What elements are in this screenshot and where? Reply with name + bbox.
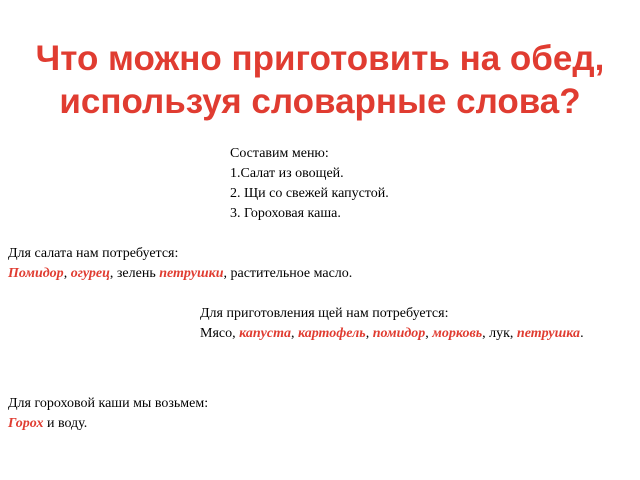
salad-heading: Для салата нам потребуется: [8, 246, 179, 261]
vocab-word-cabbage: капуста [239, 326, 291, 341]
vocab-word-tomato: Помидор [8, 266, 64, 281]
vocab-word-tomato: помидор [372, 326, 426, 341]
page-title-line-2: используя словарные слова? [59, 82, 581, 121]
vocab-word-potato: картофель [297, 326, 366, 341]
separator-text: , [425, 326, 433, 341]
ingredient-text: , растительное масло. [223, 266, 353, 281]
menu-item-porridge: 3. Гороховая каша. [230, 206, 341, 221]
separator-text: . [580, 326, 584, 341]
separator-text: , [63, 266, 71, 281]
ingredient-text: , зелень [109, 266, 160, 281]
separator-text: , [365, 326, 373, 341]
vocab-word-parsley: петрушки [159, 266, 224, 281]
shchi-ingredients [200, 324, 584, 344]
vocab-word-carrot: морковь [432, 326, 483, 341]
ingredient-text: и воду. [43, 416, 88, 431]
page-title-line-1: Что можно приготовить на обед, [35, 39, 605, 78]
vocab-word-peas: Горох [8, 416, 44, 431]
menu-item-salad: 1.Салат из овощей. [230, 166, 344, 181]
salad-ingredients [8, 264, 352, 284]
vocab-word-cucumber: огурец [70, 266, 110, 281]
salad-section [8, 244, 352, 284]
porridge-section [8, 394, 208, 434]
vocab-word-parsley: петрушка [516, 326, 581, 341]
shchi-section [200, 304, 584, 344]
separator-text: , [290, 326, 298, 341]
porridge-heading: Для гороховой каши мы возьмем: [8, 396, 209, 411]
menu-item-shchi: 2. Щи со свежей капустой. [230, 186, 389, 201]
ingredient-text: , лук, [482, 326, 517, 341]
ingredient-text: Мясо, [200, 326, 240, 341]
porridge-ingredients [8, 414, 208, 434]
menu-heading: Составим меню: [230, 146, 329, 161]
menu-section [230, 144, 389, 224]
shchi-heading: Для приготовления щей нам потребуется: [200, 306, 449, 321]
